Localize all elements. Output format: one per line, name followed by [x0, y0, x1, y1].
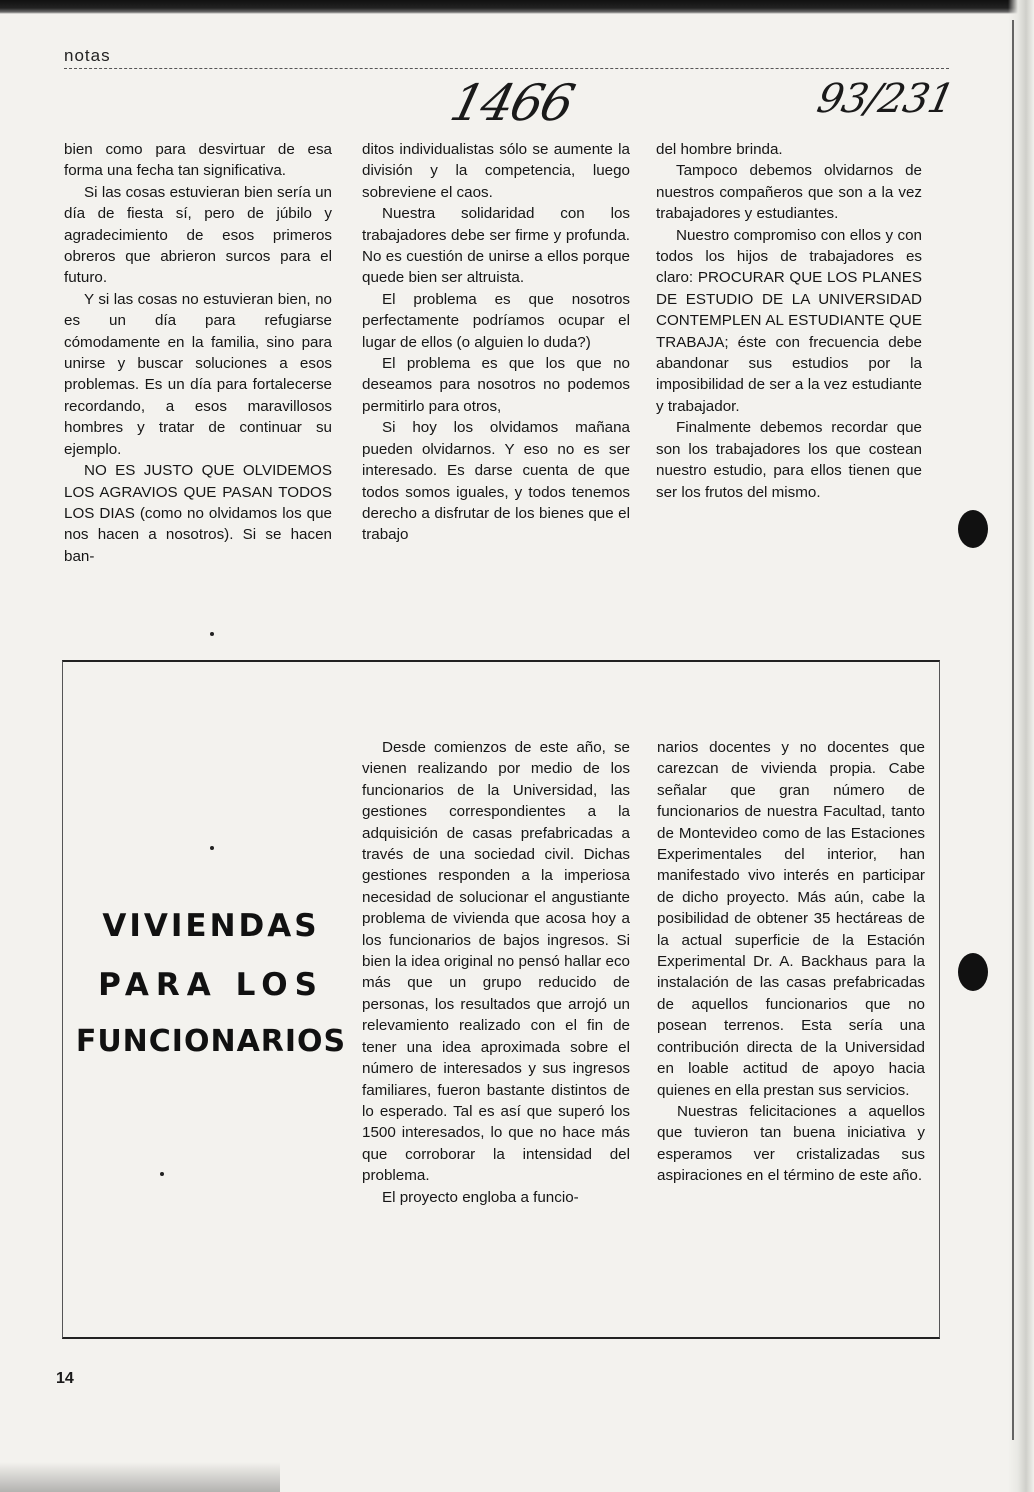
article2-column-1 [362, 737, 630, 1208]
scan-bottom-smudge [0, 1462, 280, 1492]
binding-hole-mark [958, 510, 988, 548]
paragraph: Desde comienzos de este año, se vienen realizando por medio de los funcionarios de la Universidad, las gestiones correspondientes a la adquisición de casas prefabricadas a través de una sociedad civil. Dichas gestiones responden a la imperiosa necesidad de solucionar el angustiante problema de vivienda que acosa hoy a los funcionarios de bajos ingresos. Si bien la idea original no pensó hallar eco más que un grupo reducido de personas, los resultados que arrojó un relevamiento realizado con el fin de tener una idea aproximada sobre el número de interesados y sus ingresos familiares, fueron bastante distintos de lo esperado. Tal es así que superó los 1500 interesados, lo que no hace más que corroborar la intensidad del problema. [362, 739, 630, 1185]
handwritten-number-left: 1466 [444, 74, 579, 132]
paragraph: Finalmente debemos recordar que son los trabajadores los que costean nuestro estudio, para ellos tienen que ser los frutos del mismo. [656, 419, 922, 501]
paragraph: Nuestras felicitaciones a aquellos que tuvieron tan buena iniciativa y esperamos ver cristalizadas sus aspiraciones en el término de este año. [657, 1102, 925, 1185]
scan-speck [210, 846, 214, 850]
handwritten-number-right: 93/231 [813, 76, 958, 122]
article2-headline-line-3: FUNCIONARIOS [75, 1024, 347, 1059]
paragraph: del hombre brinda. [656, 141, 783, 158]
paragraph: Si las cosas estuvieran bien sería un día de fiesta sí, pero de júbilo y agradecimiento de esos primeros obreros que abrieron surcos para el futuro. [64, 183, 332, 287]
paragraph: ditos individualistas sólo se aumente la división y la competencia, luego sobreviene el caos. [362, 141, 630, 201]
article1-column-1 [64, 139, 332, 567]
paragraph: El proyecto engloba a funcio- [382, 1188, 579, 1206]
paragraph: narios docentes y no docentes que carezcan de vivienda propia. Cabe señalar que gran número de funcionarios de nuestra Facultad, tanto de Montevideo como de las Estaciones Experimentales del interior, han manifestado vivo interés en participar de dicho proyecto. Más aún, cabe la posibilidad de obtener 35 hectáreas de la actual superficie de la Estación Experimental Dr. A. Backhaus para la instalación de las casas prefabricadas de aquellos funcionarios que no posean terrenos. Esta sería una contribución directa de la Universidad en loable actitud de apoyo hacia quienes en ella prestan sus servicios. [657, 739, 925, 1099]
header-rule [64, 68, 949, 69]
article1-column-3 [656, 139, 922, 503]
article2-headline-line-1: VIVIENDAS [102, 908, 320, 944]
scan-speck [210, 632, 214, 636]
scan-binding-line [1012, 20, 1014, 1440]
paragraph: Tampoco debemos olvidarnos de nuestros compañeros que son a la vez trabajadores y estudiantes. [656, 162, 922, 223]
article1-column-2 [362, 139, 630, 546]
article2-column-2 [657, 737, 925, 1187]
page-number: 14 [56, 1370, 74, 1387]
scan-top-border [0, 0, 1034, 14]
article2-headline-line-2: PARA LOS [98, 967, 324, 1003]
binding-hole-mark [958, 953, 988, 991]
paragraph: NO ES JUSTO QUE OLVIDEMOS LOS AGRAVIOS QUE PASAN TODOS LOS DIAS (como no olvidamos los que nos hacen a nosotros). Si se hacen ban- [64, 462, 332, 565]
paragraph: Nuestra solidaridad con los trabajadores debe ser firme y profunda. No es cuestión de unirse a ellos porque quede bien ser altruista. [362, 205, 630, 287]
scan-speck [160, 1172, 164, 1176]
section-title: notas [64, 46, 111, 65]
paragraph: Si hoy los olvidamos mañana pueden olvidarnos. Y eso no es ser interesado. Es darse cuenta de que todos somos iguales, y todos tenemos derecho a disfrutar de los bienes que el trabajo [362, 419, 630, 544]
paragraph: El problema es que los que no deseamos para nosotros no podemos permitirlo para otros, [362, 355, 630, 415]
paragraph: bien como para desvirtuar de esa forma una fecha tan significativa. [64, 141, 332, 180]
paragraph: Y si las cosas no estuvieran bien, no es un día para refugiarse cómodamente en la familia, sino para unirse y buscar soluciones a esos problemas. Es un día para fortalecerse recordando, a esos maravillosos hombres y tratar de continuar su ejemplo. [64, 290, 332, 458]
paragraph: Nuestro compromiso con ellos y con todos los hijos de trabajadores es claro: PROCURAR QUE LOS PLANES DE ESTUDIO DE LA UNIVERSIDAD CONTEMPLEN AL ESTUDIANTE QUE TRABAJA; éste con frecuencia debe abandonar sus estudios por la imposibilidad de ser a la vez estudiante y trabajador. [656, 226, 922, 415]
paragraph: El problema es que nosotros perfectamente podríamos ocupar el lugar de ellos (o alguien lo duda?) [362, 290, 630, 351]
